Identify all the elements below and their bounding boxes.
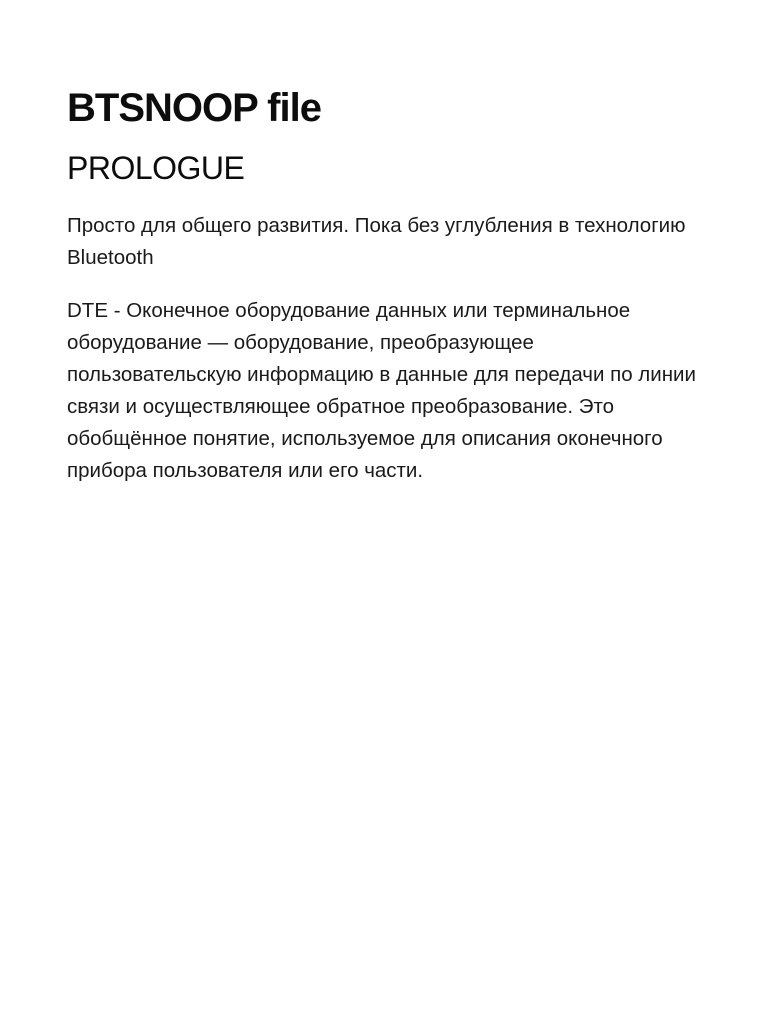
intro-paragraph: Просто для общего развития. Пока без углубления в технологию Bluetooth xyxy=(67,214,686,269)
section-heading-prologue: PROLOGUE xyxy=(67,150,245,186)
dte-definition-paragraph: DTE - Оконечное оборудование данных или терминальное оборудование — оборудование, преобразующее пользовательскую информацию в данные для передачи по линии связи и осуществляющее обратное преобразование. Это обобщённое понятие, используемое для описания оконечного прибора пользователя или его части. xyxy=(67,299,696,482)
document-title: BTSNOOP file xyxy=(67,86,321,130)
document-page xyxy=(67,82,707,487)
